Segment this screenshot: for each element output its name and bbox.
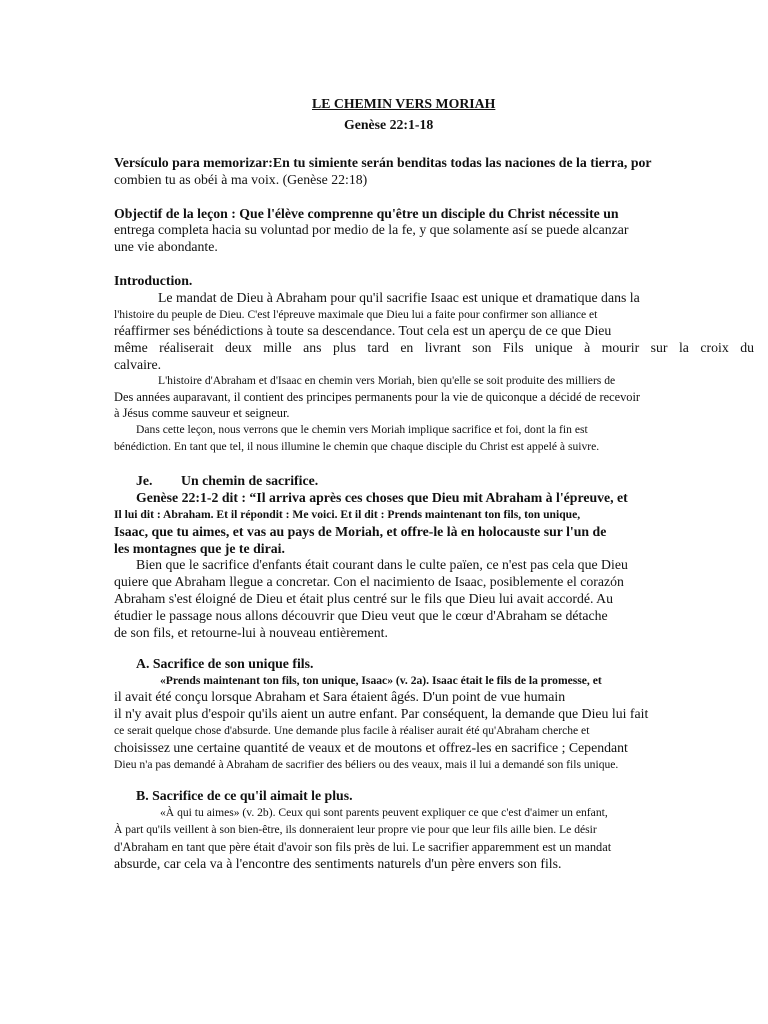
intro-p1-line: Le mandat de Dieu à Abraham pour qu'il sacrifie Isaac est unique et dramatique dans la [158, 290, 640, 305]
subsection-b-line: À part qu'ils veillent à son bien-être, ils donneraient leur propre vie pour que leur fils aille bien. Le désir [114, 823, 597, 836]
intro-p1-line: l'histoire du peuple de Dieu. C'est l'épreuve maximale que Dieu lui a faite pour confirmer son alliance et [114, 308, 598, 321]
objective-line-2: entrega completa hacia su voluntad por medio de la fe, y que solamente así se puede alcanzar [114, 222, 629, 237]
section-1-number: Je. [136, 473, 153, 488]
page-title: LE CHEMIN VERS MORIAH [312, 96, 496, 111]
memory-verse-line-2: combien tu as obéi à ma voix. (Genèse 22:18) [114, 172, 368, 187]
objective-line-3: une vie abondante. [114, 239, 218, 254]
section-1-quote-line: Genèse 22:1-2 dit : “Il arriva après ces choses que Dieu mit Abraham à l'épreuve, et [136, 490, 628, 505]
subsection-b-line: absurde, car cela va à l'encontre des sentiments naturels d'un père envers son fils. [114, 856, 562, 871]
subsection-b-heading: B. Sacrifice de ce qu'il aimait le plus. [136, 788, 353, 803]
section-1-quote-line: Il lui dit : Abraham. Et il répondit : Me voici. Et il dit : Prends maintenant ton fils, ton unique, [114, 508, 581, 521]
section-1-paragraph-line: de son fils, et retourne-lui à nouveau entièrement. [114, 625, 388, 640]
section-1-paragraph-line: quiere que Abraham llegue a concretar. Con el nacimiento de Isaac, posiblemente el corazón [114, 574, 624, 589]
introduction-heading: Introduction. [114, 273, 193, 288]
subsection-a-line: il avait été conçu lorsque Abraham et Sara étaient âgés. D'un point de vue humain [114, 689, 566, 704]
section-1-paragraph-line: Abraham s'est éloigné de Dieu et était plus centré sur le fils que Dieu lui avait accordé. Au [114, 591, 614, 606]
intro-p1-line: réaffirmer ses bénédictions à toute sa descendance. Tout cela est un aperçu de ce que Dieu [114, 323, 612, 338]
section-1-quote-line: les montagnes que je te dirai. [114, 541, 285, 556]
subsection-a-line: ce serait quelque chose d'absurde. Une demande plus facile à réaliser aurait été qu'Abraham cherche et [114, 724, 590, 737]
subsection-a-line: «Prends maintenant ton fils, ton unique, Isaac» (v. 2a). Isaac était le fils de la promesse, et [160, 674, 602, 687]
scripture-reference: Genèse 22:1-18 [344, 117, 434, 132]
memory-verse-line-1: Versículo para memorizar:En tu simiente serán benditas todas las naciones de la tierra, por [114, 155, 652, 170]
intro-p2-line: à Jésus comme sauveur et seigneur. [114, 406, 290, 420]
section-1-title: Un chemin de sacrifice. [181, 473, 319, 488]
section-1-quote-line: Isaac, que tu aimes, et vas au pays de Moriah, et offre-le là en holocauste sur l'un de [114, 524, 607, 539]
subsection-a-line: choisissez une certaine quantité de veaux et de moutons et offrez-les en sacrifice ; Cependant [114, 740, 628, 755]
intro-p1-line: même réaliserait deux mille ans plus tard en livrant son Fils unique à mourir sur la croix du [114, 340, 754, 355]
subsection-a-heading: A. Sacrifice de son unique fils. [136, 656, 314, 671]
subsection-a-line: Dieu n'a pas demandé à Abraham de sacrifier des béliers ou des veaux, mais il lui a demandé son fils unique. [114, 758, 619, 771]
subsection-b-line: d'Abraham en tant que père était d'avoir son fils près de lui. Le sacrifier apparemment est un mandat [114, 840, 612, 854]
subsection-a-line: il n'y avait plus d'espoir qu'ils aient un autre enfant. Par conséquent, la demande que Dieu lui fait [114, 706, 649, 721]
intro-p2-line: L'histoire d'Abraham et d'Isaac en chemin vers Moriah, bien qu'elle se soit produite des milliers de [158, 374, 616, 387]
intro-p3-line: Dans cette leçon, nous verrons que le chemin vers Moriah implique sacrifice et foi, dont la fin est [136, 423, 588, 436]
section-1-paragraph-line: étudier le passage nous allons découvrir que Dieu veut que le cœur d'Abraham se détache [114, 608, 608, 623]
section-1-heading [136, 473, 318, 489]
section-1-paragraph-line: Bien que le sacrifice d'enfants était courant dans le culte païen, ce n'est pas cela que Dieu [136, 557, 628, 572]
objective-line-1: Objectif de la leçon : Que l'élève comprenne qu'être un disciple du Christ nécessite un [114, 206, 619, 221]
intro-p3-line: bénédiction. En tant que tel, il nous illumine le chemin que chaque disciple du Christ est appelé à suivre. [114, 440, 600, 453]
intro-p1-line: calvaire. [114, 357, 162, 372]
intro-p2-line: Des années auparavant, il contient des principes permanents pour la vie de quiconque a décidé de recevoir [114, 390, 641, 404]
subsection-b-line: «À qui tu aimes» (v. 2b). Ceux qui sont parents peuvent expliquer ce que c'est d'aimer un enfant, [160, 806, 608, 819]
